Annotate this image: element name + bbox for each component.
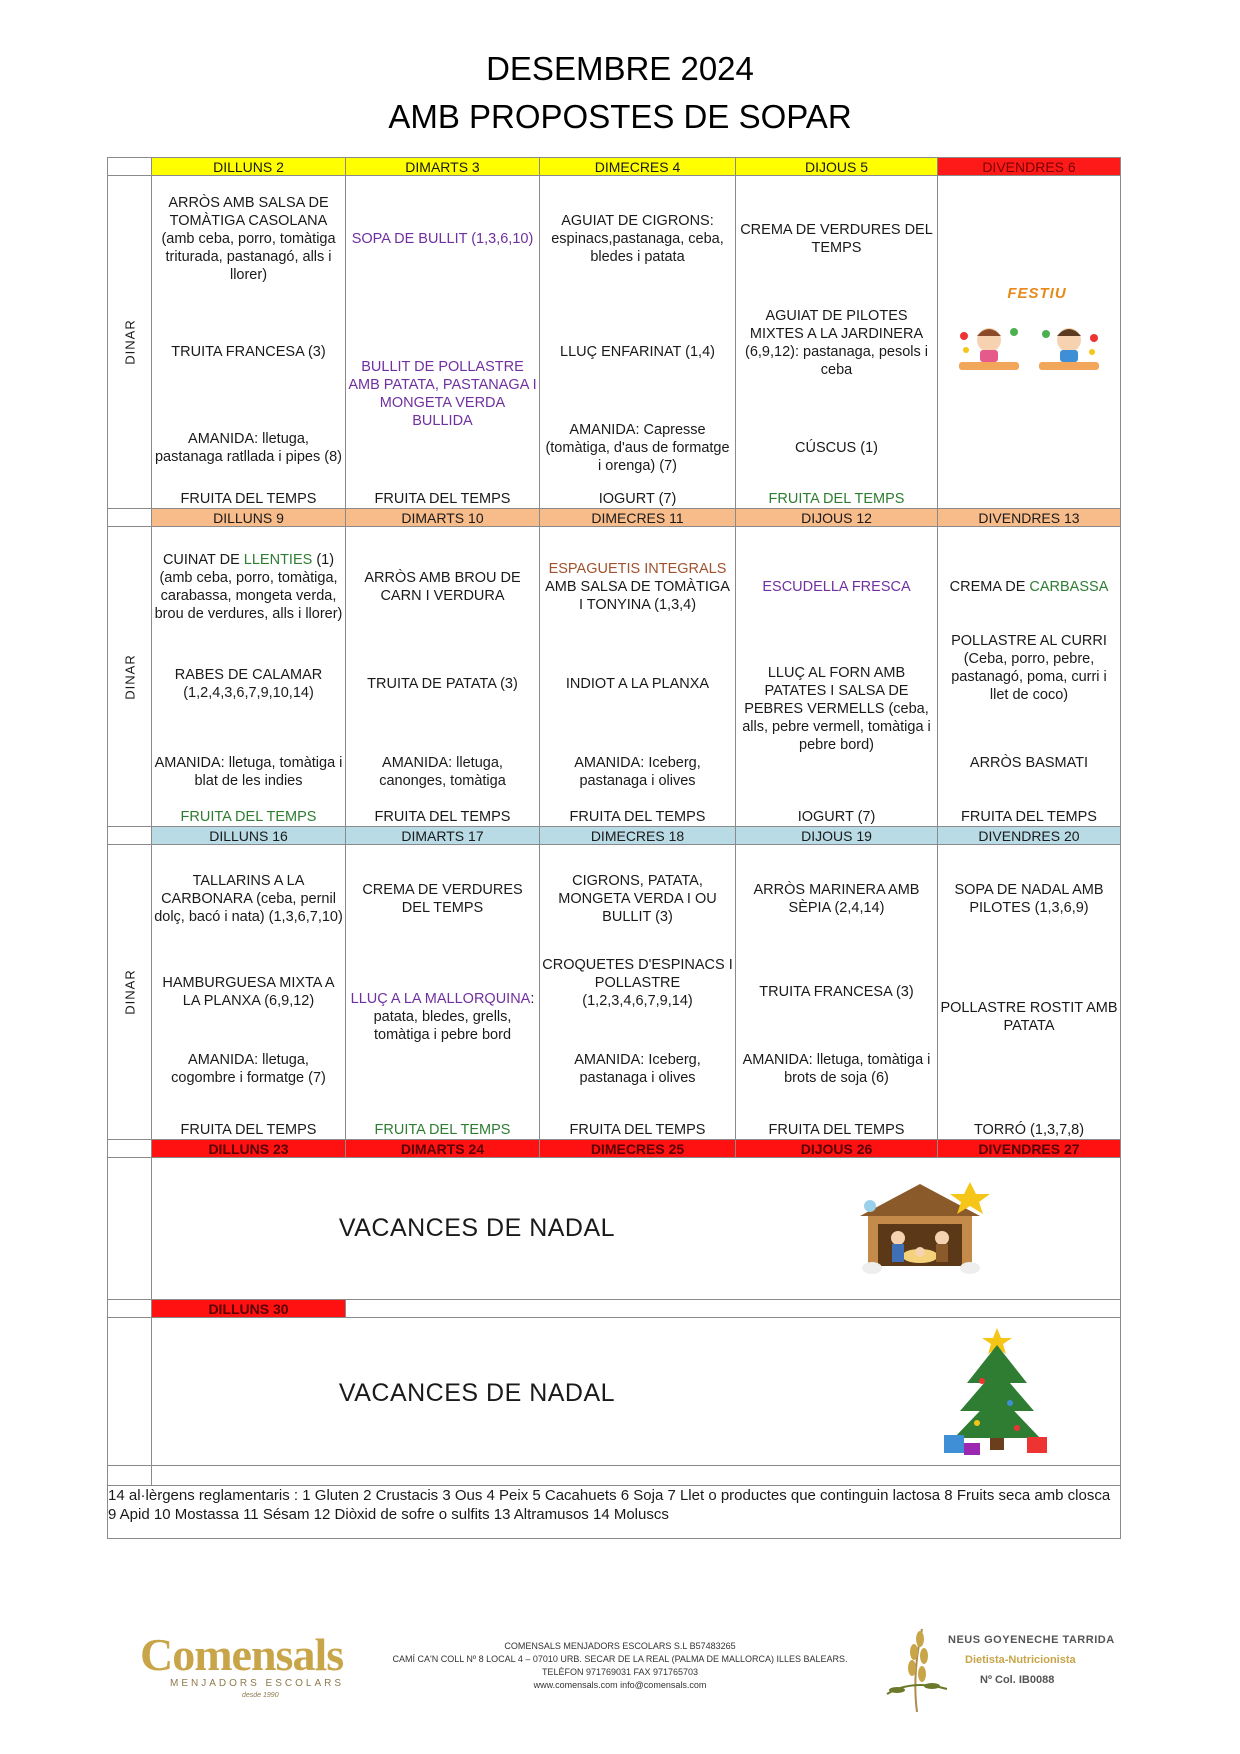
day-header: DIMECRES 4	[540, 158, 736, 176]
first-course: CREMA DE VERDURES DEL TEMPS	[740, 222, 933, 256]
side-dish: AMANIDA: Iceberg, pastanaga i olives	[574, 755, 701, 789]
comensals-since: desde 1990	[242, 1692, 279, 1699]
menu-cell	[736, 845, 938, 1140]
week4-header	[108, 1140, 1121, 1158]
menu-cell	[152, 176, 346, 509]
day-header: DIVENDRES 13	[938, 509, 1121, 527]
menu-table	[107, 157, 1121, 1539]
meal-label: DINAR	[122, 319, 137, 365]
corner-cell	[108, 158, 152, 176]
second-course: HAMBURGUESA MIXTA A LA PLANXA (6,9,12)	[162, 975, 335, 1009]
footer-web: www.comensals.com info@comensals.com	[533, 1680, 707, 1690]
first-course: CIGRONS, PATATA, MONGETA VERDA I OU BULLIT (3)	[558, 873, 717, 925]
side-cell	[108, 1466, 152, 1486]
first-course: ARRÒS MARINERA AMB SÈPIA (2,4,14)	[753, 882, 920, 916]
first-course	[542, 560, 733, 614]
dessert: FRUITA DEL TEMPS	[569, 809, 706, 825]
day-header: DILLUNS 9	[152, 509, 346, 527]
side-dish: AMANIDA: lletuga, pastanaga ratllada i pipes (8)	[154, 431, 342, 465]
menu-cell	[346, 527, 540, 827]
day-header: DIVENDRES 27	[938, 1140, 1121, 1158]
dessert: FRUITA DEL TEMPS	[768, 491, 905, 507]
corner-cell	[108, 827, 152, 845]
spacer-row	[108, 1466, 1121, 1486]
spacer-cell	[152, 1466, 1121, 1486]
side-dish: AMANIDA: Capresse (tomàtiga, d'aus de formatge i orenga) (7)	[545, 422, 730, 474]
day-header: DIVENDRES 20	[938, 827, 1121, 845]
footer-company: COMENSALS MENJADORS ESCOLARS S.L B57483265	[504, 1641, 736, 1651]
menu-cell	[346, 176, 540, 509]
corner-cell	[108, 1300, 152, 1318]
dessert: FRUITA DEL TEMPS	[961, 809, 1097, 825]
dessert: IOGURT (7)	[598, 491, 677, 507]
vacation-message: VACANCES DE NADAL	[338, 1214, 616, 1242]
week5-header	[108, 1300, 1121, 1318]
first-course	[940, 578, 1118, 596]
empty-header	[346, 1300, 1121, 1318]
allergens-legend: 14 al·lèrgens reglamentaris : 1 Gluten 2 Crustacis 3 Ous 4 Peix 5 Cacahuets 6 Soja 7 Llet o productes que continguin lactosa 8 Fruits seca amb closca 9 Apid 10 Mostassa 11 Sésam 12 Diòxid de sofre o sulfits 13 Altramusos 14 Moluscs	[108, 1486, 1121, 1539]
menu-cell	[736, 527, 938, 827]
second-course: LLUÇ AL FORN AMB PATATES I SALSA DE PEBRES VERMELLS (ceba, alls, pebre vermell, tomàtiga i pebre bord)	[742, 665, 931, 753]
vacation-message: VACANCES DE NADAL	[338, 1379, 616, 1407]
second-course: RABES DE CALAMAR (1,2,4,3,6,7,9,10,14)	[174, 667, 323, 701]
first-course: AGUIAT DE CIGRONS: espinacs,pastanaga, ceba, bledes i patata	[551, 213, 724, 265]
comensals-tagline: MENJADORS ESCOLARS	[170, 1678, 345, 1689]
menu-cell	[540, 845, 736, 1140]
children-eating-illustration	[954, 316, 1104, 376]
first-course-highlight: CARBASSA	[1029, 579, 1109, 595]
day-header: DIJOUS 26	[736, 1140, 938, 1158]
side-cell	[108, 1318, 152, 1466]
dessert: IOGURT (7)	[797, 809, 876, 825]
menu-cell	[152, 845, 346, 1140]
corner-cell	[108, 509, 152, 527]
week3-header	[108, 827, 1121, 845]
vacation-cell	[152, 1318, 1121, 1466]
corner-cell	[108, 1140, 152, 1158]
side-dish: AMANIDA: lletuga, cogombre i formatge (7)	[171, 1052, 326, 1086]
dessert: FRUITA DEL TEMPS	[374, 809, 511, 825]
second-course: AGUIAT DE PILOTES MIXTES A LA JARDINERA (6,9,12): pastanaga, pesols i ceba	[745, 308, 928, 378]
second-course: POLLASTRE ROSTIT AMB PATATA	[940, 1000, 1118, 1034]
dessert: FRUITA DEL TEMPS	[768, 1122, 905, 1138]
week2-header	[108, 509, 1121, 527]
dessert: FRUITA DEL TEMPS	[374, 491, 511, 507]
week4-body	[108, 1158, 1121, 1300]
day-header: DIMECRES 25	[540, 1140, 736, 1158]
menu-cell	[938, 845, 1121, 1140]
footer-phone: TELÈFON 971769031 FAX 971765703	[541, 1667, 699, 1677]
second-course: INDIOT A LA PLANXA	[565, 676, 710, 692]
week1-header	[108, 158, 1121, 176]
first-course-text: CREMA DE	[949, 579, 1030, 595]
first-course-text: (1) (amb ceba, porro, tomàtiga, carabassa, mongeta verda, brou de verdures, alls i llorer)	[154, 552, 343, 622]
wheat-olive-logo-icon	[882, 1624, 952, 1714]
footer-address: CAMÍ CA'N COLL Nº 8 LOCAL 4 – 07010 URB. SECAR DE LA REAL (PALMA DE MALLORCA) ILLES BALEARS.	[392, 1654, 848, 1664]
first-course-highlight: ESPAGUETIS INTEGRALS	[548, 561, 727, 577]
side-dish: AMANIDA: Iceberg, pastanaga i olives	[574, 1052, 701, 1086]
holiday-cell	[938, 176, 1121, 509]
day-header-holiday: DIVENDRES 6	[938, 158, 1121, 176]
day-header: DIJOUS 12	[736, 509, 938, 527]
nutritionist-role: Dietista-Nutricionista	[965, 1654, 1076, 1666]
day-header: DIMARTS 3	[346, 158, 540, 176]
menu-cell	[540, 527, 736, 827]
meal-label-cell	[108, 176, 152, 509]
dessert: FRUITA DEL TEMPS	[374, 1122, 511, 1138]
menu-cell	[736, 176, 938, 509]
day-header: DIMECRES 18	[540, 827, 736, 845]
menu-cell	[346, 845, 540, 1140]
side-dish: CÚSCUS (1)	[795, 440, 878, 456]
day-header: DIMARTS 24	[346, 1140, 540, 1158]
day-header: DIMARTS 17	[346, 827, 540, 845]
first-course: SOPA DE BULLIT (1,3,6,10)	[351, 231, 534, 247]
day-header: DILLUNS 2	[152, 158, 346, 176]
second-course	[348, 990, 537, 1044]
nutritionist-number: Nº Col. IB0088	[980, 1674, 1055, 1686]
second-course: POLLASTRE AL CURRI (Ceba, porro, pebre, pastanagó, poma, curri i llet de coco)	[951, 633, 1107, 703]
second-course: CROQUETES D'ESPINACS I POLLASTRE (1,2,3,4,6,7,9,14)	[542, 957, 733, 1009]
dessert: FRUITA DEL TEMPS	[569, 1122, 706, 1138]
second-course-highlight: LLUÇ A LA MALLORQUINA	[350, 991, 531, 1007]
holiday-label: FESTIU	[1007, 285, 1067, 302]
meal-label: DINAR	[122, 653, 137, 700]
menu-cell	[540, 176, 736, 509]
first-course: CREMA DE VERDURES DEL TEMPS	[362, 882, 523, 916]
second-course: TRUITA FRANCESA (3)	[759, 984, 914, 1000]
side-dish: AMANIDA: lletuga, tomàtiga i brots de soja (6)	[742, 1052, 931, 1086]
dessert: FRUITA DEL TEMPS	[180, 809, 317, 825]
side-cell	[108, 1158, 152, 1300]
day-header: DIJOUS 5	[736, 158, 938, 176]
second-course: TRUITA FRANCESA (3)	[171, 344, 326, 360]
first-course-highlight: LLENTIES	[243, 552, 313, 568]
meal-label-cell	[108, 845, 152, 1140]
second-course: LLUÇ ENFARINAT (1,4)	[560, 344, 715, 360]
meal-label-cell	[108, 527, 152, 827]
week1-body	[108, 176, 1121, 509]
first-course: SOPA DE NADAL AMB PILOTES (1,3,6,9)	[954, 882, 1104, 916]
day-header: DIMECRES 11	[540, 509, 736, 527]
first-course: ARRÒS AMB BROU DE CARN I VERDURA	[364, 570, 521, 604]
nutritionist-name: NEUS GOYENECHE TARRIDA	[948, 1634, 1115, 1646]
christmas-tree-illustration	[942, 1323, 1052, 1458]
second-course-text: : patata, bledes, grells, tomàtiga i pebre bord	[373, 991, 535, 1043]
dessert: FRUITA DEL TEMPS	[180, 1122, 317, 1138]
dessert: TORRÓ (1,3,7,8)	[973, 1122, 1085, 1138]
meal-label: DINAR	[122, 969, 137, 1015]
vacation-cell	[152, 1158, 1121, 1300]
first-course: ESCUDELLA FRESCA	[762, 579, 911, 595]
week3-body	[108, 845, 1121, 1140]
page-subtitle: AMB PROPOSTES DE SOPAR	[388, 98, 852, 135]
allergens-row	[108, 1486, 1121, 1539]
week2-body	[108, 527, 1121, 827]
day-header: DILLUNS 16	[152, 827, 346, 845]
comensals-logo: Comensals	[140, 1629, 344, 1680]
menu-cell	[152, 527, 346, 827]
page-title: DESEMBRE 2024	[486, 50, 754, 87]
menu-cell	[938, 527, 1121, 827]
second-course: BULLIT DE POLLASTRE AMB PATATA, PASTANAGA I MONGETA VERDA BULLIDA	[348, 359, 537, 429]
first-course: TALLARINS A LA CARBONARA (ceba, pernil dolç, bacó i nata) (1,3,6,7,10)	[154, 873, 343, 925]
dessert: FRUITA DEL TEMPS	[180, 491, 317, 507]
second-course: TRUITA DE PATATA (3)	[367, 676, 518, 692]
week5-body	[108, 1318, 1121, 1466]
first-course	[154, 551, 343, 623]
first-course-text: CUINAT DE	[162, 552, 244, 568]
day-header: DILLUNS 23	[152, 1140, 346, 1158]
first-course-text: AMB SALSA DE TOMÀTIGA I TONYINA (1,3,4)	[545, 579, 730, 613]
day-header: DIMARTS 10	[346, 509, 540, 527]
day-header: DIJOUS 19	[736, 827, 938, 845]
day-header: DILLUNS 30	[152, 1300, 346, 1318]
nativity-scene-illustration	[850, 1176, 1000, 1276]
side-dish: ARRÒS BASMATI	[969, 755, 1089, 771]
side-dish: AMANIDA: lletuga, canonges, tomàtiga	[379, 755, 506, 789]
first-course: ARRÒS AMB SALSA DE TOMÀTIGA CASOLANA (amb ceba, porro, tomàtiga triturada, pastanagó, alls i llorer)	[161, 195, 336, 283]
side-dish: AMANIDA: lletuga, tomàtiga i blat de les indies	[154, 755, 343, 789]
